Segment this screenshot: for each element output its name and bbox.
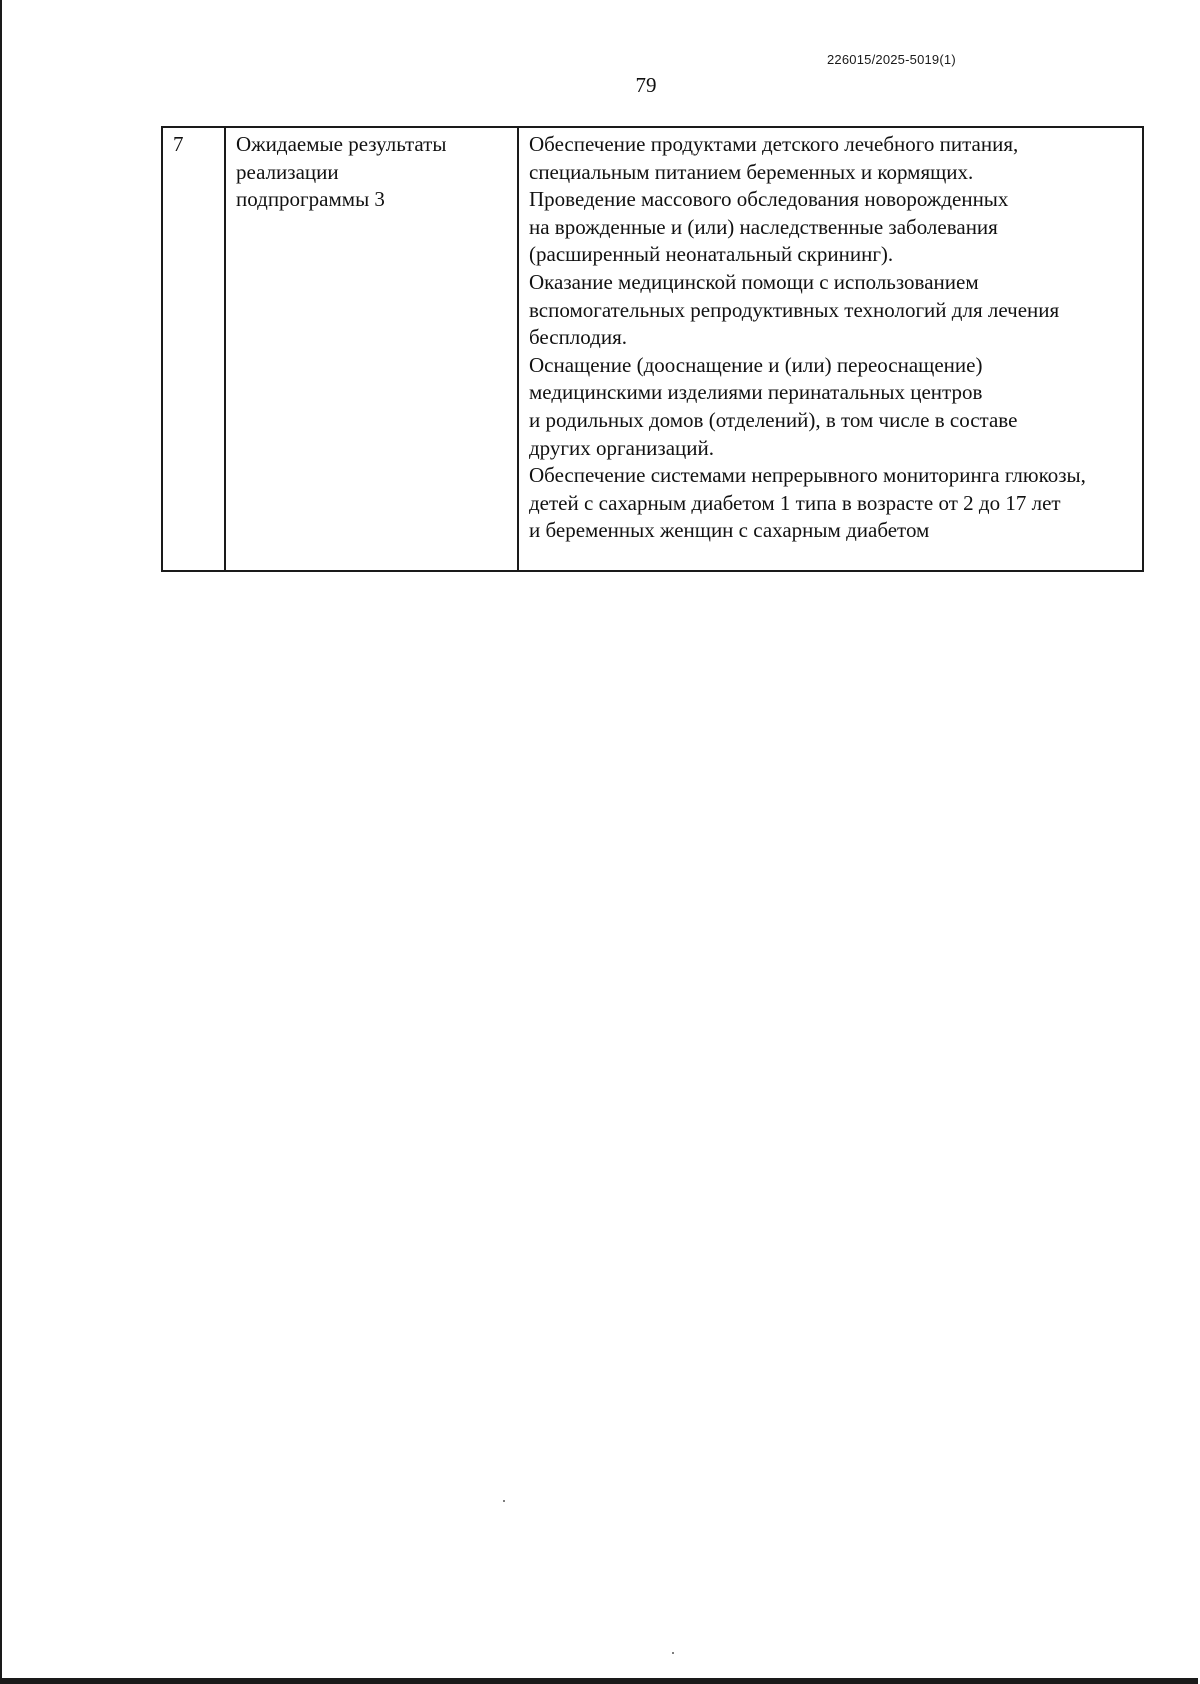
content-line: Оснащение (дооснащение и (или) переоснащение) [529, 352, 983, 377]
content-line: Обеспечение продуктами детского лечебного питания, [529, 132, 1019, 156]
content-line: других организаций. [529, 435, 715, 460]
content-line: Оказание медицинской помощи с использованием [529, 269, 979, 294]
page-number: 79 [635, 73, 657, 97]
row-content-cell [518, 127, 1143, 571]
content-line: Обеспечение системами непрерывного мониторинга глюкозы, [529, 463, 1086, 488]
scan-speck [672, 1652, 674, 1654]
table-row [162, 127, 1143, 571]
content-line: вспомогательных репродуктивных технологий для лечения [529, 297, 1060, 322]
content-line: (расширенный неонатальный скрининг). [529, 242, 894, 267]
content-line: Проведение массового обследования новорожденных [529, 187, 1009, 212]
scan-speck [503, 1500, 505, 1502]
program-table [161, 126, 1144, 572]
row-number-cell: 7 [162, 127, 225, 571]
content-line: детей с сахарным диабетом 1 типа в возрасте от 2 до 17 лет [529, 490, 1061, 515]
row-label-line: подпрограммы 3 [236, 187, 385, 212]
row-label-line: Ожидаемые результаты [236, 132, 447, 156]
row-label-cell [225, 127, 518, 571]
row-label-line: реализации [236, 159, 339, 184]
content-line: медицинскими изделиями перинатальных центров [529, 380, 983, 405]
content-line: и беременных женщин с сахарным диабетом [529, 518, 930, 543]
content-line: на врожденные и (или) наследственные заболевания [529, 214, 998, 239]
content-line: и родильных домов (отделений), в том числе в составе [529, 407, 1018, 432]
document-number: 226015/2025-5019(1) [827, 52, 956, 67]
content-line: бесплодия. [529, 325, 628, 350]
content-line: специальным питанием беременных и кормящих. [529, 159, 974, 184]
